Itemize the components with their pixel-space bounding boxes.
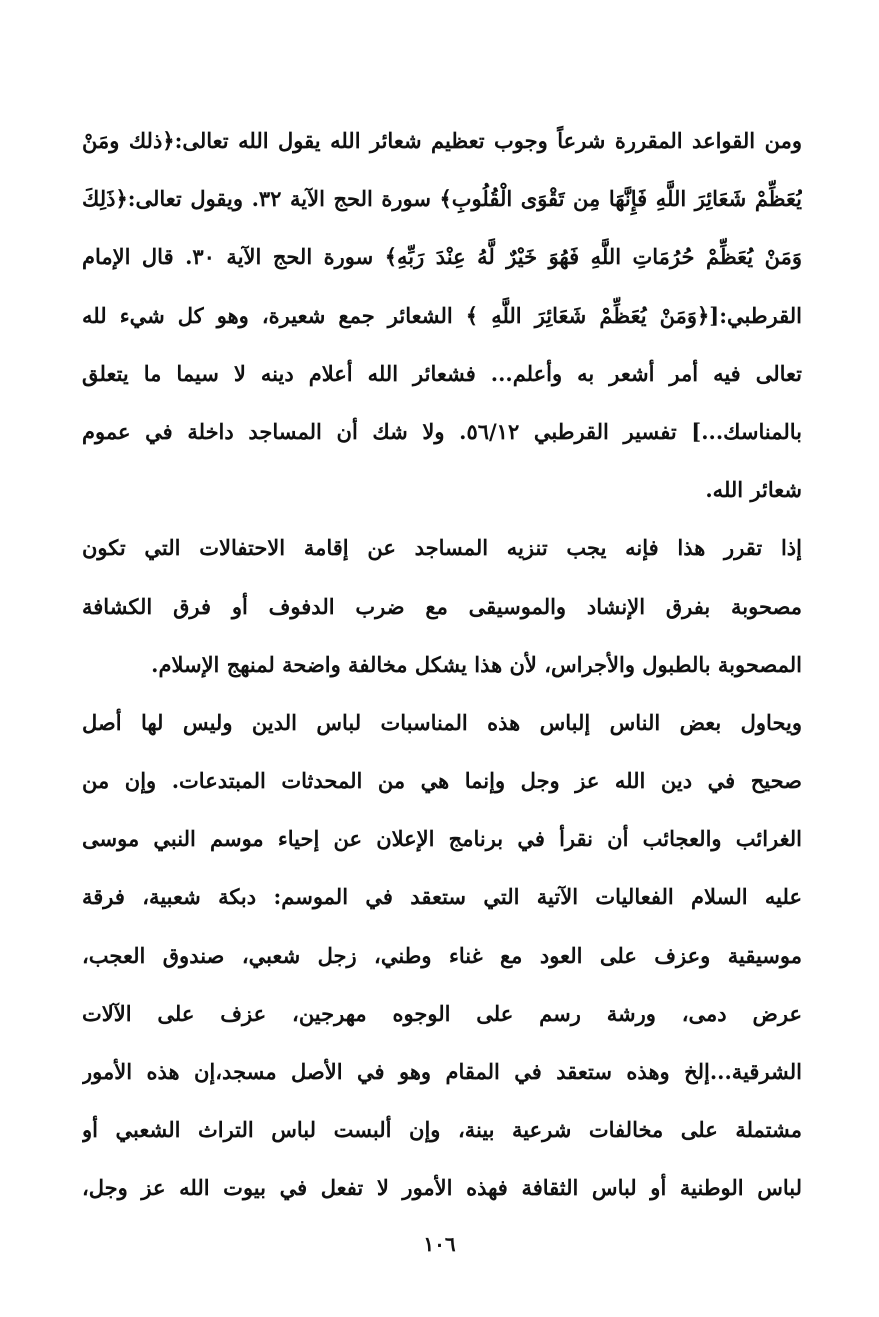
text-line: مشتملة على مخالفات شرعية بينة، وإن ألبست لباس التراث الشعبي أو xyxy=(82,1117,802,1143)
text-line: يُعَظِّمْ شَعَائِرَ اللَّهِ فَإِنَّهَا مِن تَقْوَى الْقُلُوبِ﴾ سورة الحج الآية ٣٢. ويقول تعالى:﴿ذَلِكَ xyxy=(82,186,802,212)
paragraph-end-line: المصحوبة بالطبول والأجراس، لأن هذا يشكل مخالفة واضحة لمنهج الإسلام. xyxy=(151,651,802,677)
body-text xyxy=(82,112,802,1218)
text-line: الغرائب والعجائب أن نقرأ في برنامج الإعلان عن إحياء موسم النبي موسى xyxy=(82,826,802,852)
text-line: بالمناسك...] تفسير القرطبي ٥٦/١٢. ولا شك أن المساجد داخلة في عموم xyxy=(82,418,802,444)
text-line: لباس الوطنية أو لباس الثقافة فهذه الأمور لا تفعل في بيوت الله عز وجل، xyxy=(82,1175,802,1201)
paragraph-end-line: شعائر الله. xyxy=(705,477,802,503)
text-line: عليه السلام الفعاليات الآتية التي ستعقد في الموسم: دبكة شعبية، فرقة xyxy=(82,884,802,910)
text-line: وَمَنْ يُعَظِّمْ حُرُمَاتِ اللَّهِ فَهُوَ خَيْرٌ لَّهُ عِنْدَ رَبِّهِ﴾ سورة الحج الآية ٣٠. قال الإمام xyxy=(82,244,802,270)
text-line: صحيح في دين الله عز وجل وإنما هي من المحدثات المبتدعات. وإن من xyxy=(82,768,802,794)
text-line: تعالى فيه أمر أشعر به وأعلم... فشعائر الله أعلام دينه لا سيما ما يتعلق xyxy=(82,360,802,386)
text-line: إذا تقرر هذا فإنه يجب تنزيه المساجد عن إقامة الاحتفالات التي تكون xyxy=(82,535,802,561)
text-line: عرض دمى، ورشة رسم على الوجوه مهرجين، عزف على الآلات xyxy=(82,1000,802,1026)
text-line: موسيقية وعزف على العود مع غناء وطني، زجل شعبي، صندوق العجب، xyxy=(82,942,802,968)
text-line: الشرقية...إلخ وهذه ستعقد في المقام وهو في الأصل مسجد،إن هذه الأمور xyxy=(82,1059,802,1084)
text-line: مصحوبة بفرق الإنشاد والموسيقى مع ضرب الدفوف أو فرق الكشافة xyxy=(82,593,802,619)
text-line: ومن القواعد المقررة شرعاً وجوب تعظيم شعائر الله يقول الله تعالى:﴿ذلك ومَنْ xyxy=(82,128,802,153)
text-line: ويحاول بعض الناس إلباس هذه المناسبات لباس الدين وليس لها أصل xyxy=(82,709,802,735)
page-number: ١٠٦ xyxy=(423,1232,456,1256)
text-line: القرطبي:[﴿وَمَنْ يُعَظِّمْ شَعَائِرَ اللَّهِ ﴾ الشعائر جمع شعيرة، وهو كل شيء لله xyxy=(82,302,802,328)
